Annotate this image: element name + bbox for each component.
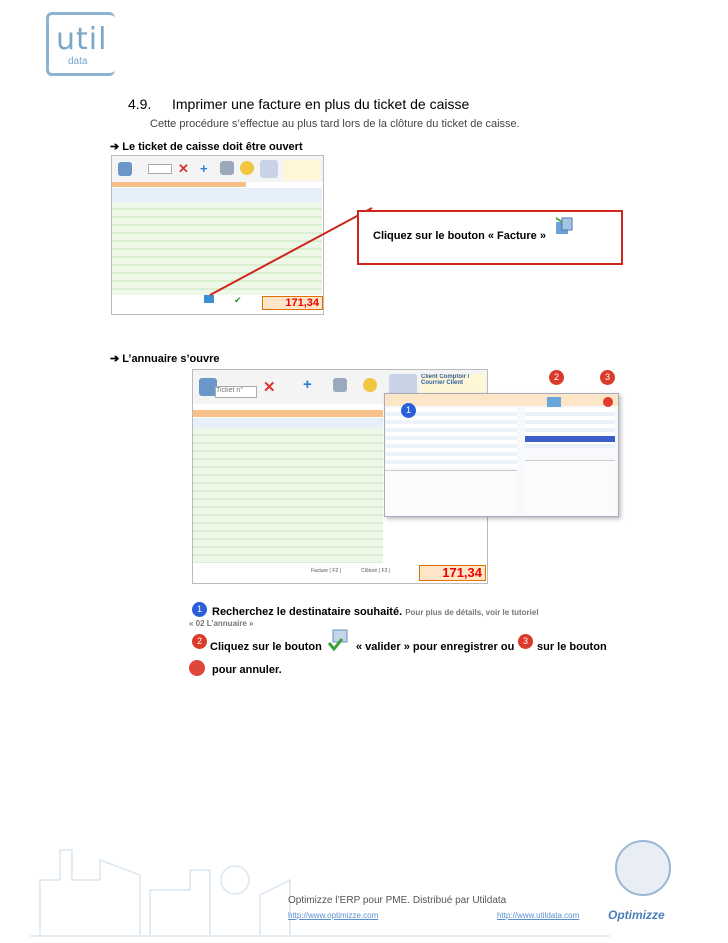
ticket-line-area <box>193 418 383 428</box>
search-article-icon <box>220 161 234 175</box>
section-heading <box>128 96 469 112</box>
customer-icon <box>260 160 278 178</box>
contact-selected-row[interactable] <box>525 436 615 442</box>
contact-detail <box>525 460 615 515</box>
discount-icon <box>363 378 377 392</box>
marker-2: 2 <box>549 370 564 385</box>
address-panel <box>385 470 517 515</box>
orange-bar <box>112 182 246 187</box>
step-1-bold: Recherchez le destinataire souhaité. <box>212 606 403 618</box>
bullet-annuaire: ➔ L’annuaire s’ouvre <box>110 353 220 365</box>
client-title: Client Comptoir / Courrier Client <box>421 374 485 402</box>
marker-1: 1 <box>401 403 416 418</box>
step-3-text: pour annuler. <box>212 664 282 676</box>
annuaire-search-bar[interactable] <box>385 394 618 406</box>
section-title: Imprimer une facture en plus du ticket de caisse <box>172 96 470 112</box>
step-2-text-c: sur le bouton <box>537 641 607 653</box>
step-2-text-a: Cliquez sur le bouton <box>210 641 322 653</box>
contact-list[interactable] <box>525 408 615 448</box>
client-info-box <box>284 160 320 180</box>
callout-facture <box>357 210 623 265</box>
back-icon <box>118 162 132 176</box>
annuaire-dialog <box>384 393 619 517</box>
add-icon: + <box>200 161 208 176</box>
cancel-button-icon <box>189 660 205 676</box>
bullet-ticket-open: ➔ Le ticket de caisse doit être ouvert <box>110 141 303 153</box>
step-1-text <box>212 606 539 618</box>
ticket-grid <box>193 428 383 563</box>
section-intro: Cette procédure s’effectue au plus tard lors de la clôture du ticket de caisse. <box>150 118 520 130</box>
add-icon: + <box>303 376 312 393</box>
discount-icon <box>240 161 254 175</box>
delete-icon: ✕ <box>263 379 276 396</box>
footer-link-utildata[interactable]: http://www.utildata.com <box>497 911 580 920</box>
factory-illustration <box>30 820 620 940</box>
footer-brand: Optimizze <box>608 908 665 922</box>
facture-button-icon <box>554 216 574 236</box>
marker-3: 3 <box>600 370 615 385</box>
cancel-icon[interactable] <box>603 397 613 407</box>
step-2-marker-3: 3 <box>518 634 533 649</box>
footer-link-optimizze[interactable]: http://www.optimizze.com <box>288 911 379 920</box>
optimizze-logo-icon <box>615 840 671 896</box>
ticket-line-area <box>112 188 322 202</box>
step-1-ref: « 02 L’annuaire » <box>189 619 254 628</box>
callout-text: Cliquez sur le bouton « Facture » <box>373 230 546 242</box>
cloture-button[interactable]: Clôturé ( F3 ) <box>361 568 391 574</box>
search-article-icon <box>333 378 347 392</box>
logo-text: util <box>56 22 108 57</box>
validate-button-icon <box>327 629 349 653</box>
step-2-marker: 2 <box>192 634 207 649</box>
delete-icon: ✕ <box>178 161 189 176</box>
callout-arrow <box>200 205 375 300</box>
ticket-total: 171,34 <box>419 565 486 581</box>
step-1-small: Pour plus de détails, voir le tutoriel <box>405 608 539 617</box>
facture-button[interactable]: Facture ( F2 ) <box>311 568 342 574</box>
orange-bar <box>193 410 383 417</box>
ticket-select[interactable]: Ticket n° <box>215 386 257 398</box>
logo-sub: data <box>68 56 88 67</box>
cloture-icon[interactable]: ✔ <box>234 295 242 305</box>
footer-tagline: Optimizze l’ERP pour PME. Distribué par Utildata <box>288 895 507 906</box>
ticket-select-icon <box>148 164 172 174</box>
ticket-total: 171,34 <box>262 296 323 310</box>
step-2-text-b: « valider » pour enregistrer ou <box>356 641 515 653</box>
step-1-marker: 1 <box>192 602 207 617</box>
validate-icon[interactable] <box>547 397 561 407</box>
section-number: 4.9. <box>128 96 152 112</box>
